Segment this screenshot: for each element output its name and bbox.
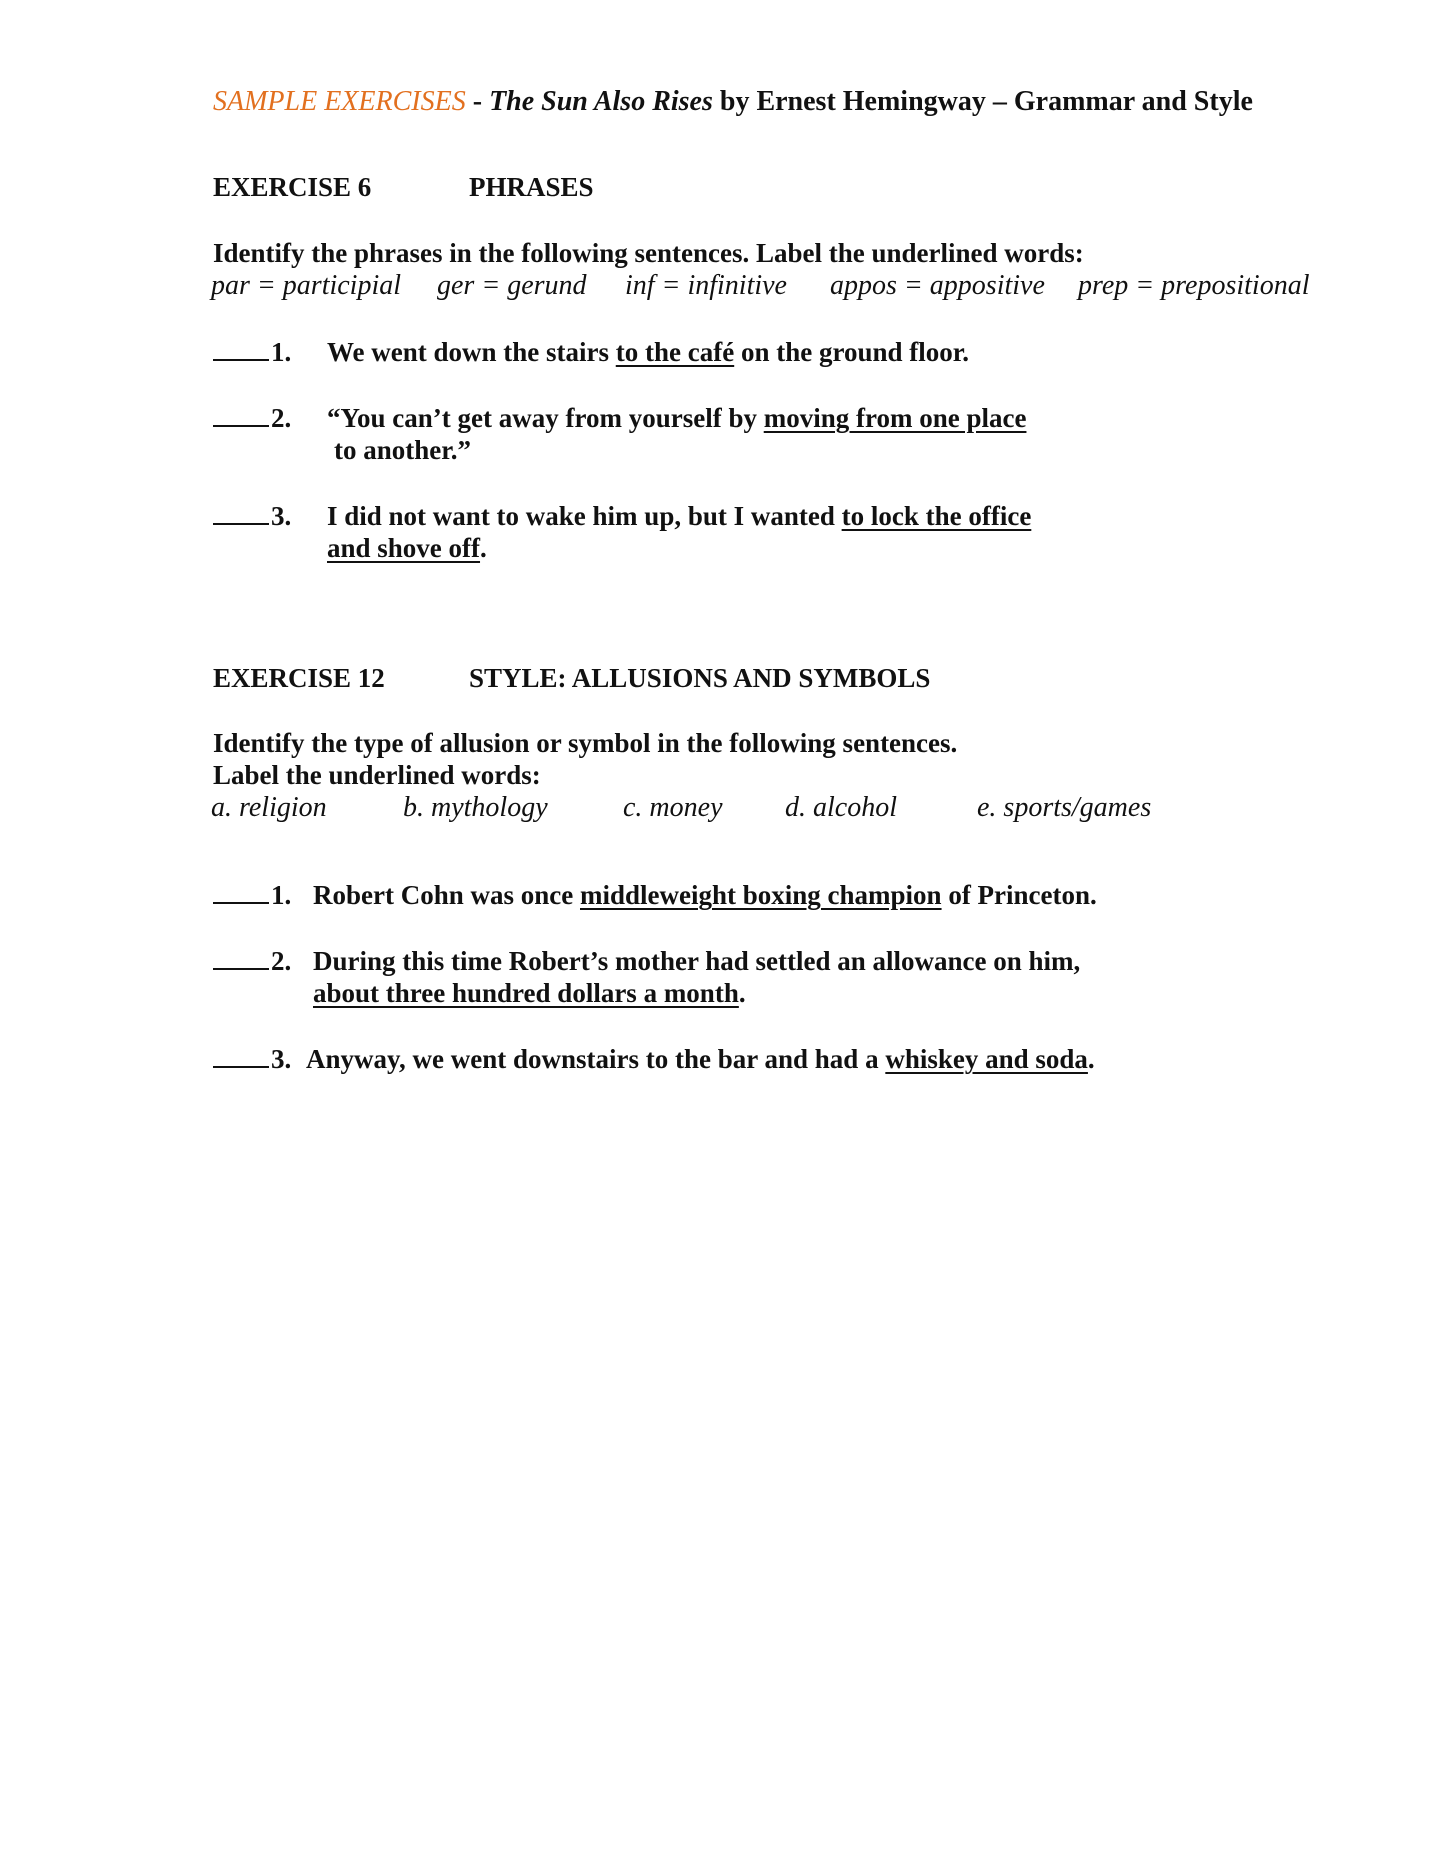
- underlined-phrase: and shove off: [327, 533, 481, 563]
- legend-mythology: b. mythology: [403, 792, 548, 823]
- q-text: on the ground floor.: [734, 337, 970, 367]
- exercise12-number: EXERCISE 12: [213, 663, 385, 693]
- exercise12-instruction-2: Label the underlined words:: [213, 760, 541, 790]
- q-text: We went down the stairs: [327, 337, 616, 367]
- answer-blank[interactable]: [213, 880, 269, 904]
- exercise12-instruction-1: Identify the type of allusion or symbol in the following sentences.: [213, 728, 958, 758]
- answer-blank[interactable]: [213, 1044, 269, 1068]
- q-text: I did not want to wake him up, but I wanted: [327, 501, 842, 531]
- exercise6-q2-text: [327, 402, 1026, 434]
- legend-alcohol: d. alcohol: [785, 792, 897, 823]
- legend-money: c. money: [623, 792, 723, 823]
- q-text: .: [480, 533, 487, 563]
- answer-blank[interactable]: [213, 501, 269, 525]
- exercise6-q3-text: [327, 500, 1031, 532]
- question-number: 2.: [271, 403, 292, 433]
- exercise12-q3-text: [306, 1043, 1095, 1075]
- q-text: .: [738, 978, 746, 1008]
- underlined-phrase: moving from one place: [763, 403, 1027, 433]
- q-text: Anyway, we went downstairs to the bar and had a: [306, 1044, 886, 1074]
- q-text: .: [1087, 1044, 1095, 1074]
- legend-par: par = participial: [211, 270, 402, 301]
- q-text: “You can’t get away from yourself by: [327, 403, 764, 433]
- exercise6-q3-line2: [327, 532, 487, 564]
- exercise6-q1: [213, 336, 291, 368]
- legend-sports: e. sports/games: [977, 792, 1152, 823]
- q-text: of Princeton.: [941, 880, 1097, 910]
- title-separator: -: [465, 86, 490, 117]
- exercise6-q2: [213, 402, 291, 434]
- exercise6-q2-line2: to another.”: [334, 435, 472, 465]
- exercise12-topic: STYLE: ALLUSIONS AND SYMBOLS: [469, 663, 931, 693]
- exercise6-topic: PHRASES: [469, 172, 594, 202]
- underlined-phrase: whiskey and soda: [885, 1044, 1088, 1074]
- exercise6-q3: [213, 500, 291, 532]
- exercise12-q3: [213, 1043, 291, 1075]
- exercise6-number: EXERCISE 6: [213, 172, 372, 202]
- exercise12-q2: [213, 945, 291, 977]
- question-number: 2.: [271, 946, 292, 976]
- question-number: 3.: [271, 1044, 292, 1074]
- legend-inf: inf = infinitive: [625, 270, 787, 301]
- legend-ger: ger = gerund: [437, 270, 587, 301]
- sample-label: SAMPLE EXERCISES: [213, 86, 466, 117]
- question-number: 1.: [271, 337, 292, 367]
- underlined-phrase: about three hundred dollars a month: [313, 978, 739, 1008]
- exercise12-q1-text: [313, 879, 1097, 911]
- exercise12-q1: [213, 879, 291, 911]
- exercise6-instruction: Identify the phrases in the following sentences. Label the underlined words:: [213, 238, 1084, 268]
- question-number: 3.: [271, 501, 292, 531]
- page-title: [213, 86, 1253, 118]
- exercise12-q2-text: During this time Robert’s mother had settled an allowance on him,: [313, 946, 1081, 976]
- legend-prep: prep = prepositional: [1078, 270, 1310, 301]
- underlined-phrase: middleweight boxing champion: [580, 880, 942, 910]
- legend-appos: appos = appositive: [830, 270, 1045, 301]
- answer-blank[interactable]: [213, 337, 269, 361]
- legend-religion: a. religion: [211, 792, 327, 823]
- book-title: The Sun Also Rises: [489, 86, 713, 117]
- underlined-phrase: to the café: [615, 337, 735, 367]
- answer-blank[interactable]: [213, 403, 269, 427]
- exercise12-q2-line2: [313, 977, 746, 1009]
- question-number: 1.: [271, 880, 292, 910]
- q-text: Robert Cohn was once: [313, 880, 580, 910]
- answer-blank[interactable]: [213, 946, 269, 970]
- underlined-phrase: to lock the office: [841, 501, 1032, 531]
- title-rest: by Ernest Hemingway – Grammar and Style: [712, 86, 1253, 117]
- exercise6-q1-text: [327, 336, 969, 368]
